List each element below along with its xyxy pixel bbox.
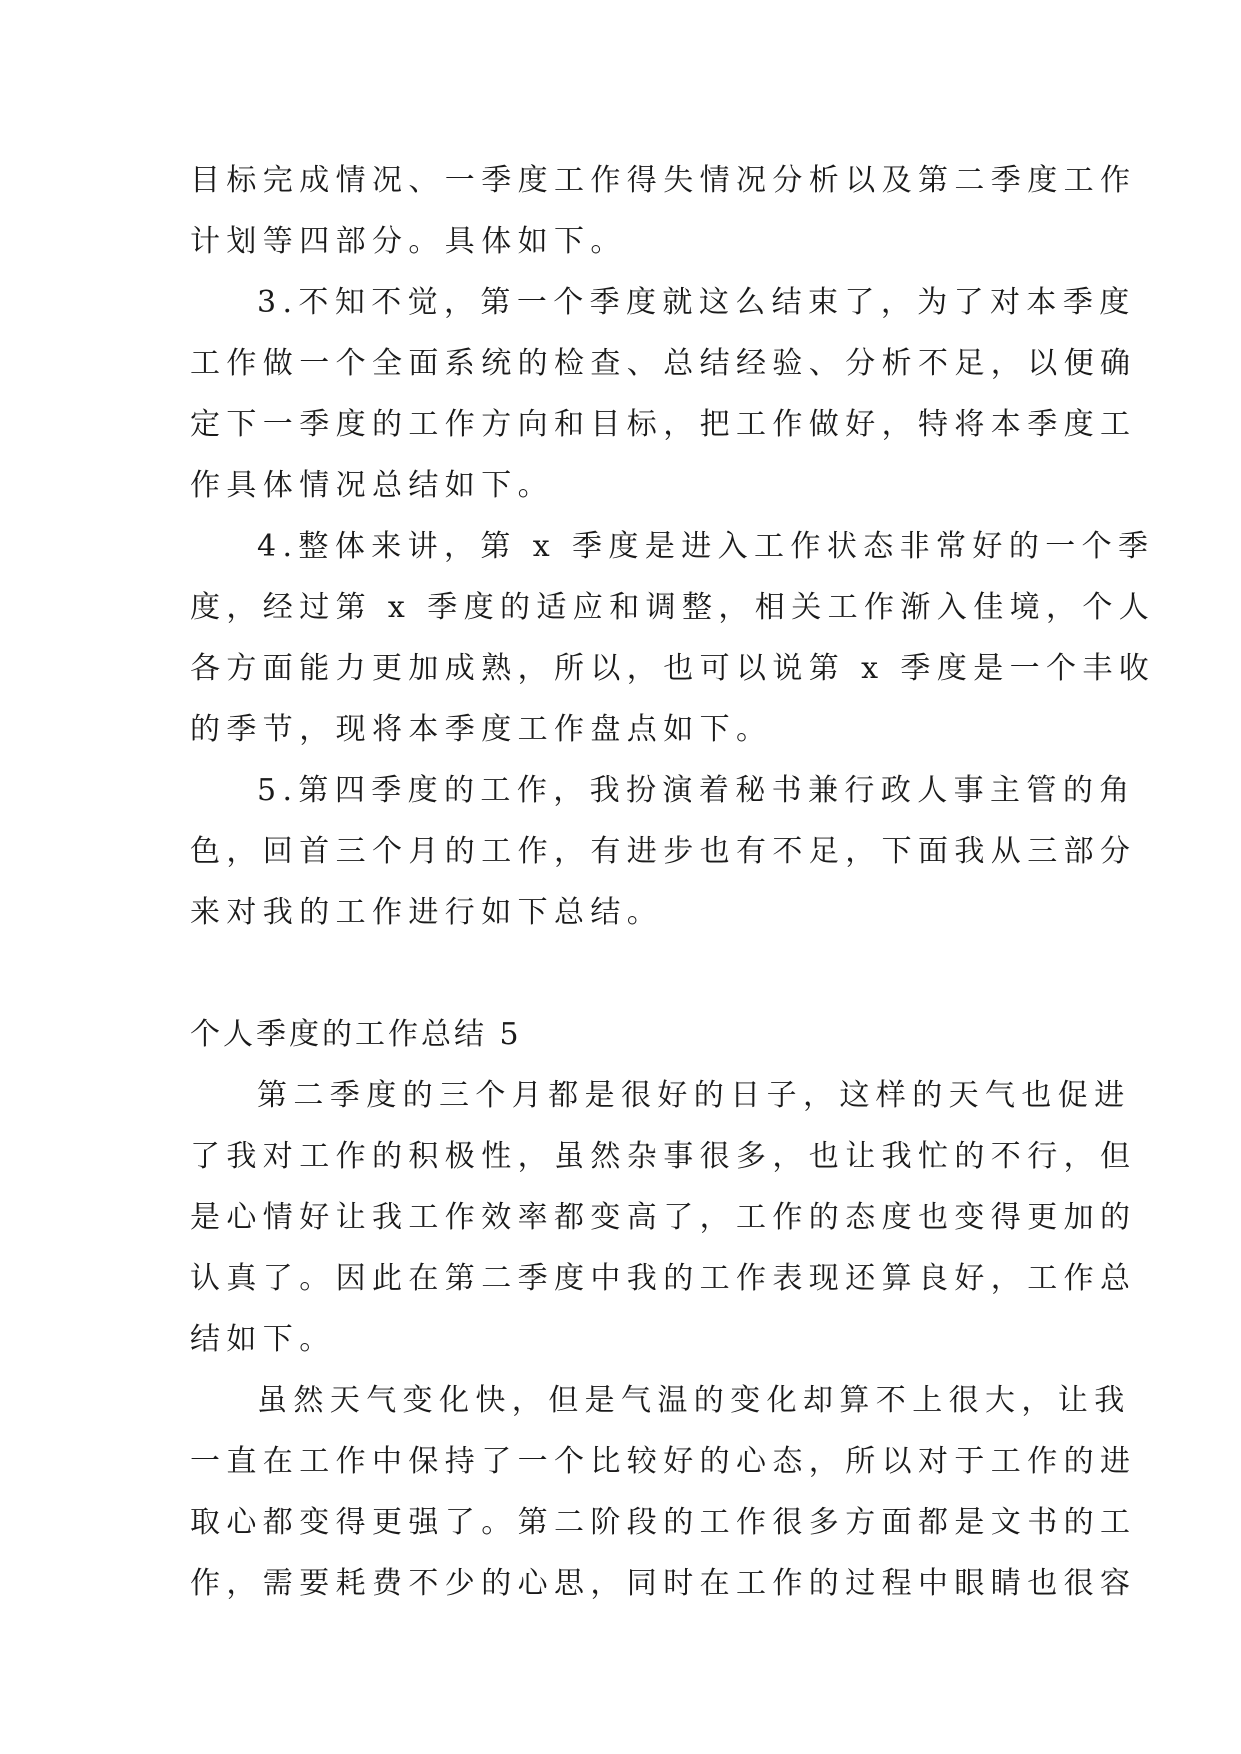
text-line: 色，回首三个月的工作，有进步也有不足，下面我从三部分: [190, 834, 1137, 869]
paragraph: [190, 1065, 1137, 1370]
text-line: 目标完成情况、一季度工作得失情况分析以及第二季度工作: [190, 163, 1137, 198]
text-line: 虽然天气变化快，但是气温的变化却算不上很大，让我: [257, 1383, 1131, 1418]
text-line: 结如下。: [190, 1322, 336, 1357]
paragraph: [190, 272, 1137, 516]
section-heading: [190, 1004, 1060, 1065]
text-line: 定下一季度的工作方向和目标，把工作做好，特将本季度工: [190, 407, 1137, 442]
text-line: 工作做一个全面系统的检查、总结经验、分析不足，以便确: [190, 346, 1137, 381]
section-spacer: [190, 943, 1060, 1004]
text-line: 是心情好让我工作效率都变高了，工作的态度也变得更加的: [190, 1200, 1137, 1235]
text-line: 各方面能力更加成熟，所以，也可以说第 x 季度是一个丰收: [190, 651, 1156, 686]
text-line: 度，经过第 x 季度的适应和调整，相关工作渐入佳境，个人: [190, 590, 1156, 625]
text-line: 4.整体来讲，第 x 季度是进入工作状态非常好的一个季: [257, 529, 1155, 564]
text-line: 第二季度的三个月都是很好的日子，这样的天气也促进: [257, 1078, 1131, 1113]
text-line: 的季节，现将本季度工作盘点如下。: [190, 712, 773, 747]
text-line: 认真了。因此在第二季度中我的工作表现还算良好，工作总: [190, 1261, 1137, 1296]
heading-text: 个人季度的工作总结 5: [190, 1017, 522, 1052]
paragraph: [190, 1370, 1137, 1614]
text-line: 来对我的工作进行如下总结。: [190, 895, 664, 930]
paragraph: [190, 760, 1137, 943]
text-line: 取心都变得更强了。第二阶段的工作很多方面都是文书的工: [190, 1505, 1137, 1540]
text-line: 3.不知不觉，第一个季度就这么结束了，为了对本季度: [257, 285, 1136, 320]
document-body: [190, 150, 1156, 1614]
paragraph: [190, 516, 1156, 760]
text-line: 作具体情况总结如下。: [190, 468, 554, 503]
text-line: 作，需要耗费不少的心思，同时在工作的过程中眼睛也很容: [190, 1566, 1137, 1601]
text-line: 5.第四季度的工作，我扮演着秘书兼行政人事主管的角: [257, 773, 1136, 808]
text-line: 一直在工作中保持了一个比较好的心态，所以对于工作的进: [190, 1444, 1137, 1479]
text-line: 了我对工作的积极性，虽然杂事很多，也让我忙的不行，但: [190, 1139, 1137, 1174]
paragraph: [190, 150, 1137, 272]
text-line: 计划等四部分。具体如下。: [190, 224, 627, 259]
